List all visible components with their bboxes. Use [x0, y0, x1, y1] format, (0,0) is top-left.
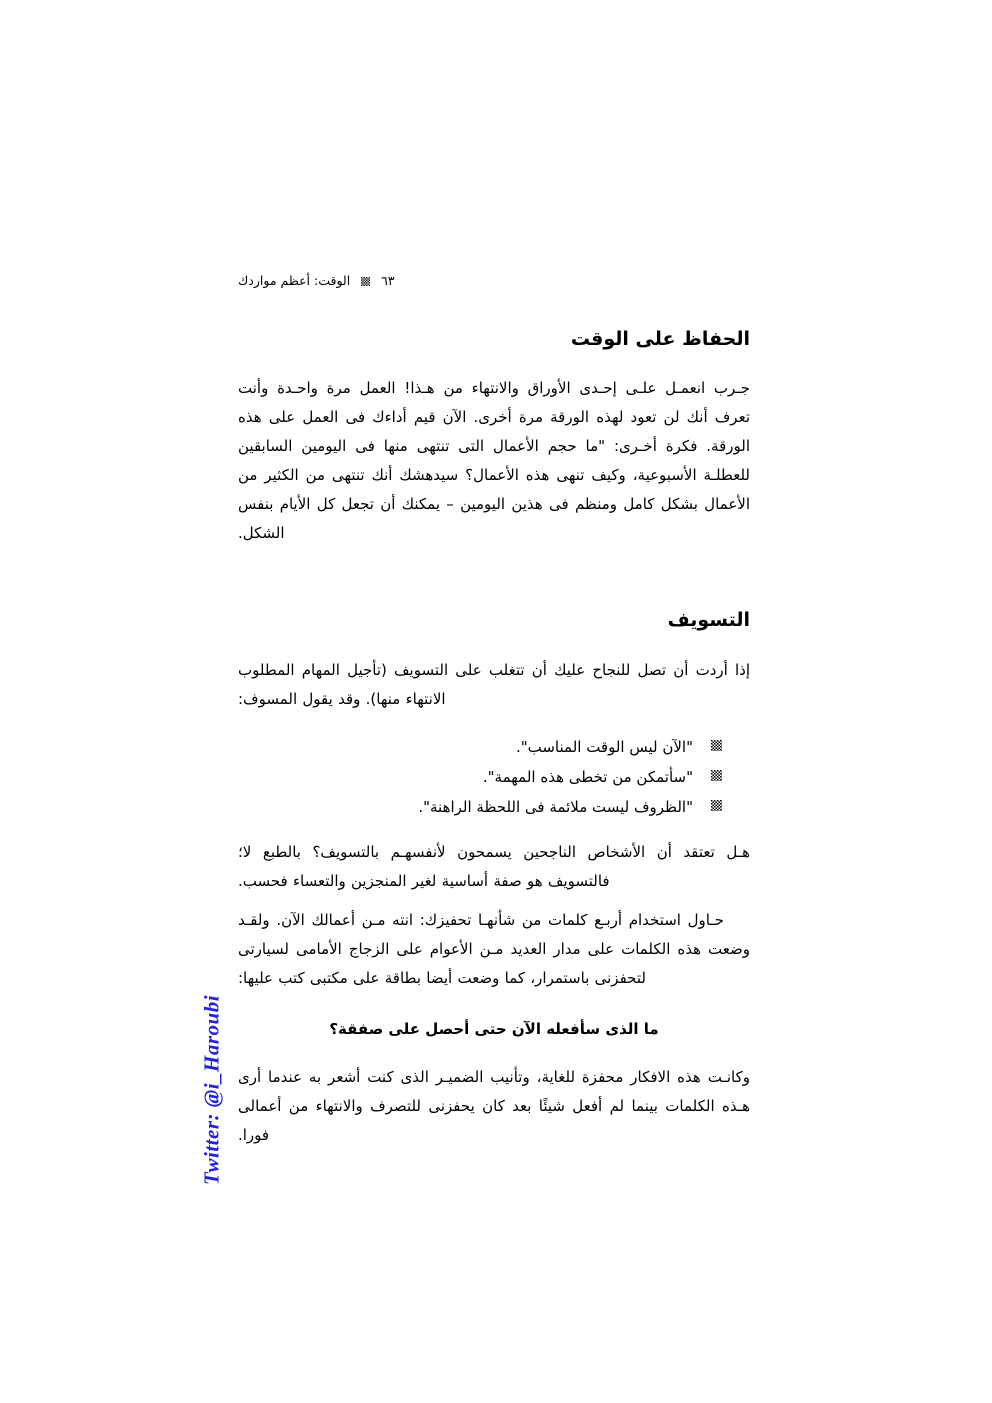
list-item	[238, 732, 750, 762]
checkered-square-bullet-icon	[711, 791, 722, 821]
paragraph-closing: وكانـت هذه الافكار محفزة للغاية، وتأنيب الضميـر الذى كنت أشعر به عندما أرى هـذه الكلمات بينما لم أفعل شيئًا بعد كان يحفزنى للتصرف والانتهاء من أعمالى فورا.	[238, 1067, 750, 1144]
list-item-label: "الآن ليس الوقت المناسب".	[515, 737, 693, 756]
paragraph-four-words: حـاول استخدام أربـع كلمات من شأنهـا تحفيزك: انته مـن أعمالك الآن. ولقـد وضعت هذه الكلمات على مدار العديد مـن الأعوام على الزجاج الأمامى لسيارتى لتحفزنى باستمرار، كما وضعت أيضا بطاقة على مكتبى كتب عليها:	[238, 910, 750, 987]
checkered-square-ornament-icon	[361, 273, 370, 291]
running-header	[238, 272, 750, 291]
header-page-number: ٦٣	[381, 273, 395, 288]
watermark-twitter-handle: Twitter: @i_Haroubi	[199, 994, 224, 1186]
paragraph-preserving-time-1: جـرب انعمـل علـى إحـدى الأوراق والانتهاء من هـذا! العمل مرة واحـدة وأنت تعرف أنك لن تعود لهذه الورقة مرة أخرى. الآن قيم أداءك فى العمل على هذه الورقة. فكرة أخـرى: "ما حجم الأعمال التى تنتهى منها فى اليومين السابقين للعطلـة الأسبوعية، وكيف تنهى هذه الأعمال؟ سيدهشك أنك تنتهى من الكثير من الأعمال بشكل كامل ومنظم فى هذين اليومين – يمكنك أن تجعل كل الأيام بنفس الشكل.	[238, 379, 750, 543]
page-content	[238, 272, 750, 1160]
checkered-square-bullet-icon	[711, 761, 722, 791]
list-item-label: "سأتمكن من تخطى هذه المهمة".	[482, 767, 693, 786]
paragraph-procrastination-intro: إذا أردت أن تصل للنجاح عليك أن تتغلب على التسويف (تأجيل المهام المطلوب الانتهاء منها). وقد يقول المسوف:	[238, 660, 750, 708]
header-book-title: الوقت: أعظم مواردك	[238, 273, 351, 288]
list-item	[238, 762, 750, 792]
list-item	[238, 792, 750, 822]
paragraph-successful-people: هـل تعتقد أن الأشخاص الناجحين يسمحون لأنفسهـم بالتسويف؟ بالطبع لا؛ فالتسويف هو صفة أساسية لغير المنجزين والتعساء فحسب.	[238, 842, 750, 890]
section-heading-procrastination: التسويف	[667, 609, 750, 632]
callout-motivational-question: ما الذى سأفعله الآن حتى أحصل على صفقة؟	[329, 1019, 659, 1038]
list-item-label: "الظروف ليست ملائمة فى اللحظة الراهنة".	[418, 797, 693, 816]
section-heading-preserving-time: الحفاظ على الوقت	[570, 327, 750, 350]
checkered-square-bullet-icon	[711, 731, 722, 761]
procrastinator-quotes-list	[238, 732, 750, 822]
